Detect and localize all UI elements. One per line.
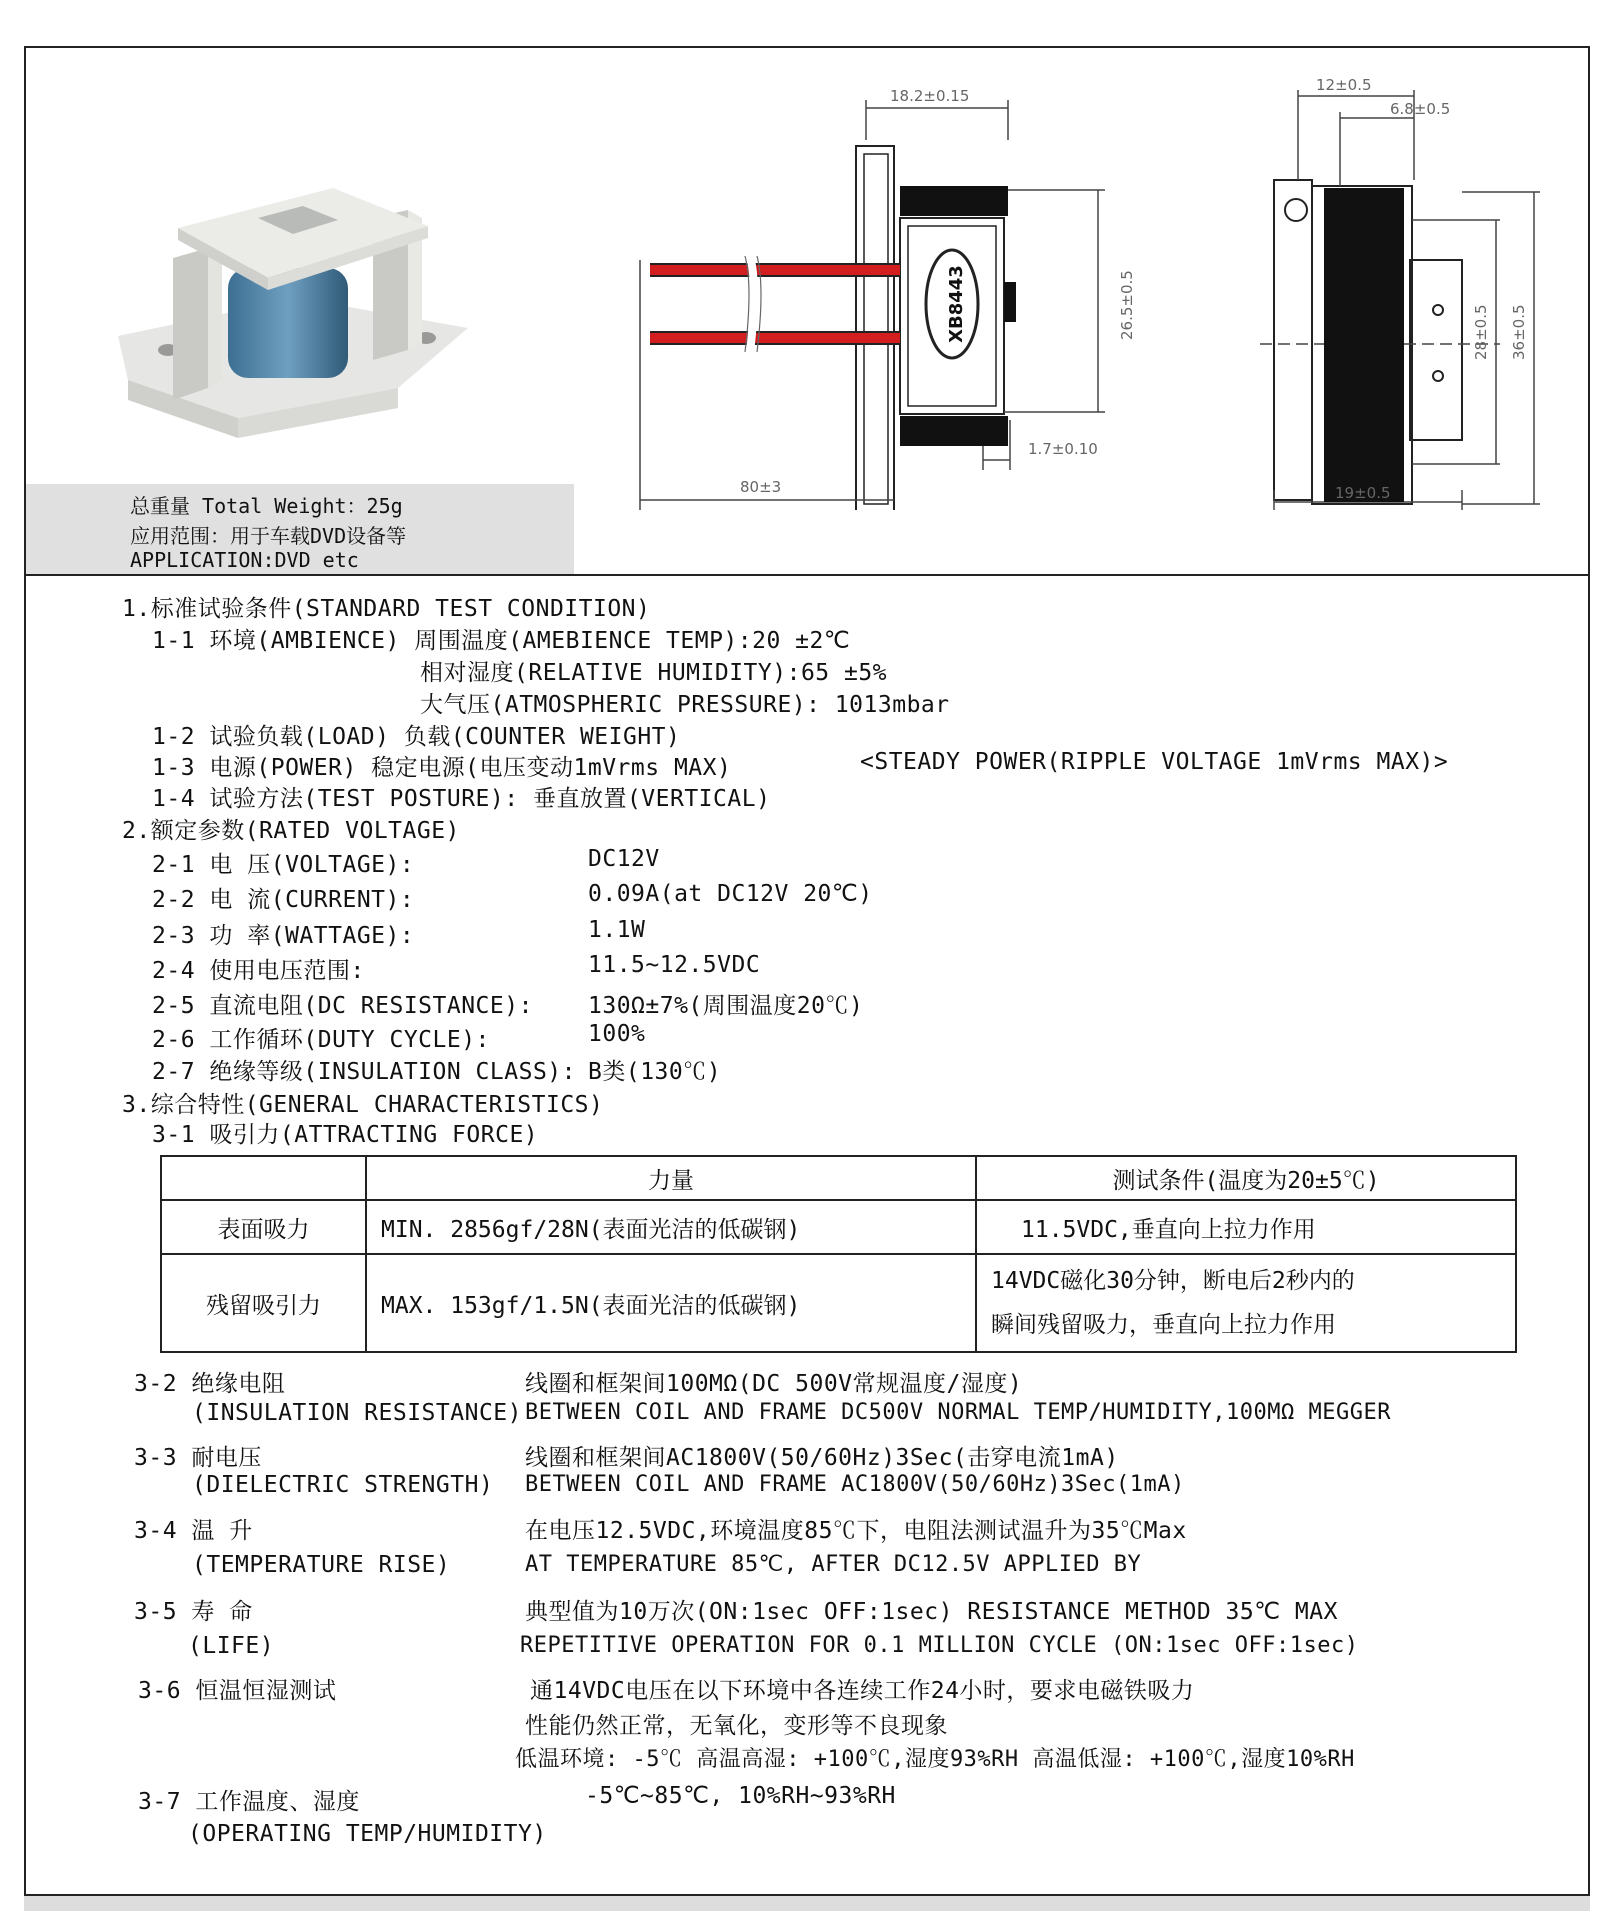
footer-bar [24, 1896, 1590, 1911]
humidity-test-line2: 性能仍然正常，无氧化，变形等不良现象 [525, 1713, 948, 1739]
s2-key: 2-4 使用电压范围: [152, 958, 365, 984]
dielectric-en: BETWEEN COIL AND FRAME AC1800V(50/60Hz)3Sec(1mA) [525, 1472, 1185, 1497]
residual-condition-line2: 瞬间残留吸力，垂直向上拉力作用 [991, 1312, 1336, 1338]
s1-line3: 大气压(ATMOSPHERIC PRESSURE): 1013mbar [420, 692, 950, 718]
s1-line1: 1-1 环境(AMBIENCE) 周围温度(AMEBIENCE TEMP):20 ±2℃ [152, 628, 851, 654]
header-force: 力量 [366, 1156, 976, 1200]
s2-value: 1.1W [588, 917, 646, 943]
s2-key: 2-7 绝缘等级(INSULATION CLASS): [152, 1059, 576, 1085]
temp-rise-en-title: (TEMPERATURE RISE) [192, 1552, 451, 1578]
s2-key: 2-6 工作循环(DUTY CYCLE): [152, 1027, 490, 1053]
temp-rise-title: 3-4 温 升 [134, 1518, 253, 1544]
dim-width: 18.2±0.15 [890, 87, 970, 105]
temp-rise-cn: 在电压12.5VDC,环境温度85℃下，电阻法测试温升为35℃Max [525, 1518, 1187, 1544]
operating-en-title: (OPERATING TEMP/HUMIDITY) [188, 1821, 547, 1847]
technical-drawing [600, 60, 1580, 510]
insulation-title: 3-2 绝缘电阻 [134, 1371, 286, 1397]
humidity-test-line1: 通14VDC电压在以下环境中各连续工作24小时，要求电磁铁吸力 [530, 1678, 1195, 1704]
s2-value: 100% [588, 1021, 646, 1047]
life-cn: 典型值为10万次(ON:1sec OFF:1sec) RESISTANCE METHOD 35℃ MAX [525, 1599, 1338, 1625]
row-surface-condition: 11.5VDC,垂直向上拉力作用 [976, 1200, 1516, 1254]
s2-value: DC12V [588, 846, 660, 872]
insulation-cn: 线圈和框架间100MΩ(DC 500V常规温度/湿度) [525, 1371, 1023, 1397]
life-title: 3-5 寿 命 [134, 1599, 253, 1625]
dim-bottom: 19±0.5 [1335, 484, 1391, 502]
humidity-test-title: 3-6 恒温恒湿测试 [138, 1678, 337, 1704]
s1-line5b: <STEADY POWER(RIPPLE VOLTAGE 1mVrms MAX)> [860, 749, 1449, 775]
dim-top2: 6.8±0.5 [1390, 100, 1451, 118]
dim-h2: 36±0.5 [1510, 304, 1528, 360]
s1-line4: 1-2 试验负载(LOAD) 负载(COUNTER WEIGHT) [152, 724, 681, 750]
dim-h1: 28±0.5 [1472, 304, 1490, 360]
residual-condition-line1: 14VDC磁化30分钟，断电后2秒内的 [991, 1268, 1355, 1294]
life-en-title: (LIFE) [188, 1633, 275, 1659]
attracting-force-table [160, 1155, 1517, 1353]
s1-title: 1.标准试验条件(STANDARD TEST CONDITION) [122, 596, 651, 622]
s2-key: 2-5 直流电阻(DC RESISTANCE): [152, 993, 533, 1019]
dielectric-en-title: (DIELECTRIC STRENGTH) [192, 1472, 494, 1498]
insulation-en: BETWEEN COIL AND FRAME DC500V NORMAL TEMP/HUMIDITY,100MΩ MEGGER [525, 1400, 1391, 1425]
temp-rise-en: AT TEMPERATURE 85℃, AFTER DC12.5V APPLIED BY [525, 1552, 1142, 1577]
product-photo [98, 118, 518, 484]
row-surface-name: 表面吸力 [161, 1200, 366, 1254]
s2-title: 2.额定参数(RATED VOLTAGE) [122, 818, 460, 844]
application-en: APPLICATION:DVD etc [130, 548, 359, 572]
s1-line6: 1-4 试验方法(TEST POSTURE): 垂直放置(VERTICAL) [152, 786, 771, 812]
row-residual-condition [976, 1254, 1516, 1352]
s2-key: 2-2 电 流(CURRENT): [152, 887, 415, 913]
s2-value: 130Ω±7%(周围温度20℃) [588, 993, 864, 1019]
s2-value: B类(130℃) [588, 1059, 722, 1085]
dielectric-cn: 线圈和框架间AC1800V(50/60Hz)3Sec(击穿电流1mA) [525, 1445, 1119, 1471]
s2-value: 11.5~12.5VDC [588, 952, 761, 978]
insulation-en-title: (INSULATION RESISTANCE) [192, 1400, 522, 1426]
row-residual-force: MAX. 153gf/1.5N(表面光洁的低碳钢) [366, 1254, 976, 1352]
section-divider [24, 574, 1590, 576]
s2-key: 2-1 电 压(VOLTAGE): [152, 852, 415, 878]
s3-sub1: 3-1 吸引力(ATTRACTING FORCE) [152, 1122, 539, 1148]
row-surface-force: MIN. 2856gf/28N(表面光洁的低碳钢) [366, 1200, 976, 1254]
coil-label: XB8443 [946, 265, 967, 343]
operating-value: -5℃~85℃, 10%RH~93%RH [585, 1783, 896, 1809]
s1-line5: 1-3 电源(POWER) 稳定电源(电压变动1mVrms MAX) [152, 755, 732, 781]
application-cn: 应用范围：用于车载DVD设备等 [130, 524, 407, 548]
dim-plate: 1.7±0.10 [1028, 440, 1098, 458]
dim-lead: 80±3 [740, 478, 782, 496]
table-corner [161, 1156, 366, 1200]
operating-title: 3-7 工作温度、湿度 [138, 1789, 360, 1815]
total-weight: 总重量 Total Weight：25g [130, 494, 403, 518]
s3-title: 3.综合特性(GENERAL CHARACTERISTICS) [122, 1092, 604, 1118]
row-residual-name: 残留吸引力 [161, 1254, 366, 1352]
s2-value: 0.09A(at DC12V 20℃) [588, 881, 873, 907]
life-en: REPETITIVE OPERATION FOR 0.1 MILLION CYCLE (ON:1sec OFF:1sec) [520, 1633, 1359, 1658]
dim-top1: 12±0.5 [1316, 76, 1372, 94]
dim-height: 26.5±0.5 [1118, 270, 1136, 340]
humidity-test-line3: 低温环境: -5℃ 高温高湿: +100℃,湿度93%RH 高温低湿: +100℃,湿度10%RH [515, 1747, 1355, 1772]
s1-line2: 相对湿度(RELATIVE HUMIDITY):65 ±5% [420, 660, 888, 686]
header-condition: 测试条件(温度为20±5℃) [976, 1156, 1516, 1200]
s2-key: 2-3 功 率(WATTAGE): [152, 923, 415, 949]
weight-application-box [26, 484, 574, 574]
dielectric-title: 3-3 耐电压 [134, 1445, 262, 1471]
